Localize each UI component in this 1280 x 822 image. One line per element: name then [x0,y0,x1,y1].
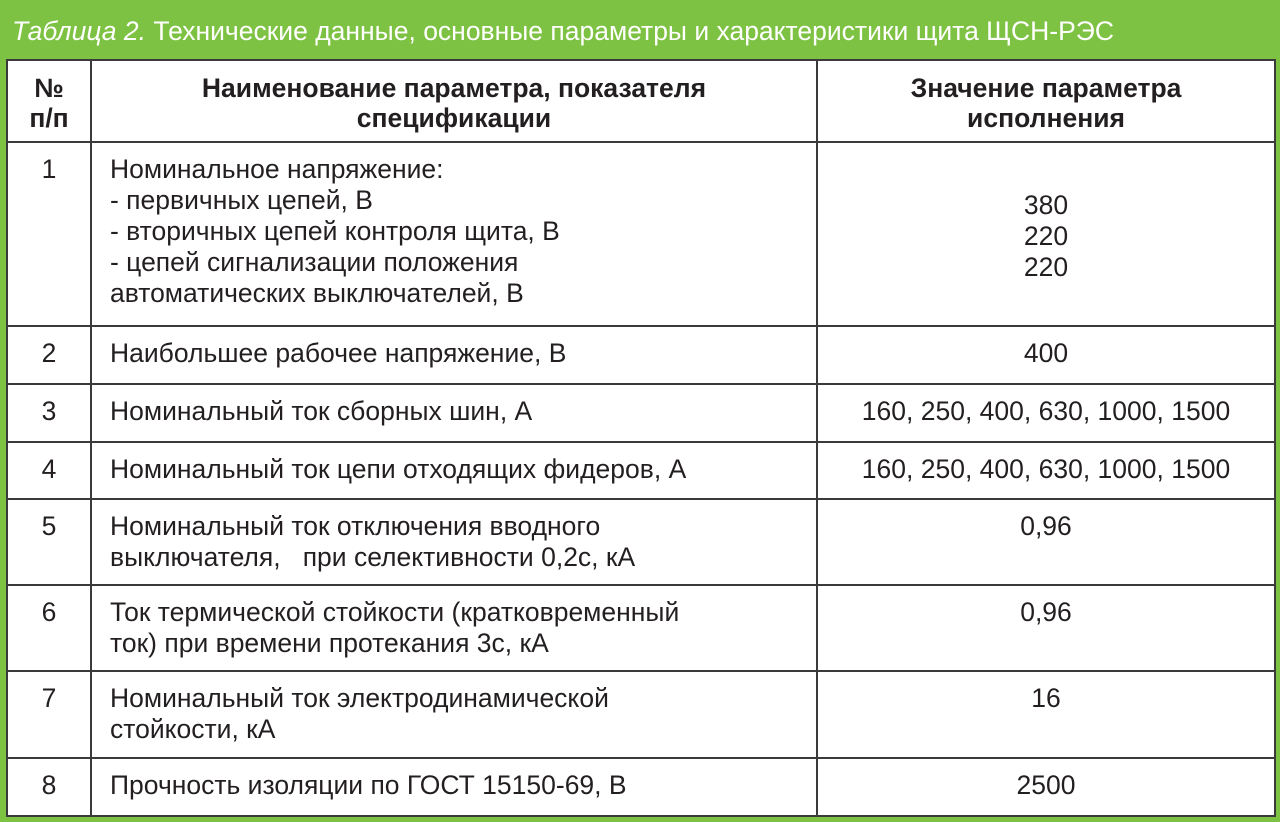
table-row [7,758,1275,816]
table-row [7,326,1275,384]
caption-text: Технические данные, основные параметры и характеристики щита ЩСН-РЭС [146,16,1114,46]
header-row [7,60,1275,142]
row-value: 0,96 [817,585,1275,671]
row-number: 7 [7,671,91,758]
row-value: 400 [817,326,1275,384]
row-parameter: Наибольшее рабочее напряжение, В [91,326,817,384]
table-row [7,671,1275,758]
header-name: Наименование параметра, показателя спецификации [91,60,817,142]
caption-label: Таблица 2. [12,16,147,46]
row-number: 5 [7,499,91,585]
table-row [7,499,1275,585]
row-parameter: Номинальный ток электродинамической стойкости, кА [91,671,817,758]
row-number: 6 [7,585,91,671]
table-row [7,585,1275,671]
row-parameter: Номинальный ток отключения вводного выключателя, при селективности 0,2с, кА [91,499,817,585]
row-value: 2500 [817,758,1275,816]
row-value: 380 220 220 [817,142,1275,326]
header-value: Значение параметра исполнения [817,60,1275,142]
row-parameter: Номинальный ток цепи отходящих фидеров, А [91,442,817,499]
row-parameter: Прочность изоляции по ГОСТ 15150-69, В [91,758,817,816]
row-value: 0,96 [817,499,1275,585]
row-number: 2 [7,326,91,384]
header-num: № п/п [7,60,91,142]
row-value: 160, 250, 400, 630, 1000, 1500 [817,442,1275,499]
row-parameter: Номинальное напряжение: - первичных цепей, В - вторичных цепей контроля щита, В - цепей сигнализации положения автоматических выключателей, В [91,142,817,326]
row-number: 4 [7,442,91,499]
table-caption [6,0,1274,59]
row-value: 160, 250, 400, 630, 1000, 1500 [817,384,1275,442]
row-number: 1 [7,142,91,326]
row-number: 3 [7,384,91,442]
row-value: 16 [817,671,1275,758]
table-row [7,384,1275,442]
row-number: 8 [7,758,91,816]
table-row [7,442,1275,499]
table-row [7,142,1275,326]
row-parameter: Ток термической стойкости (кратковременный ток) при времени протекания 3с, кА [91,585,817,671]
row-parameter: Номинальный ток сборных шин, А [91,384,817,442]
spec-table [6,59,1276,817]
